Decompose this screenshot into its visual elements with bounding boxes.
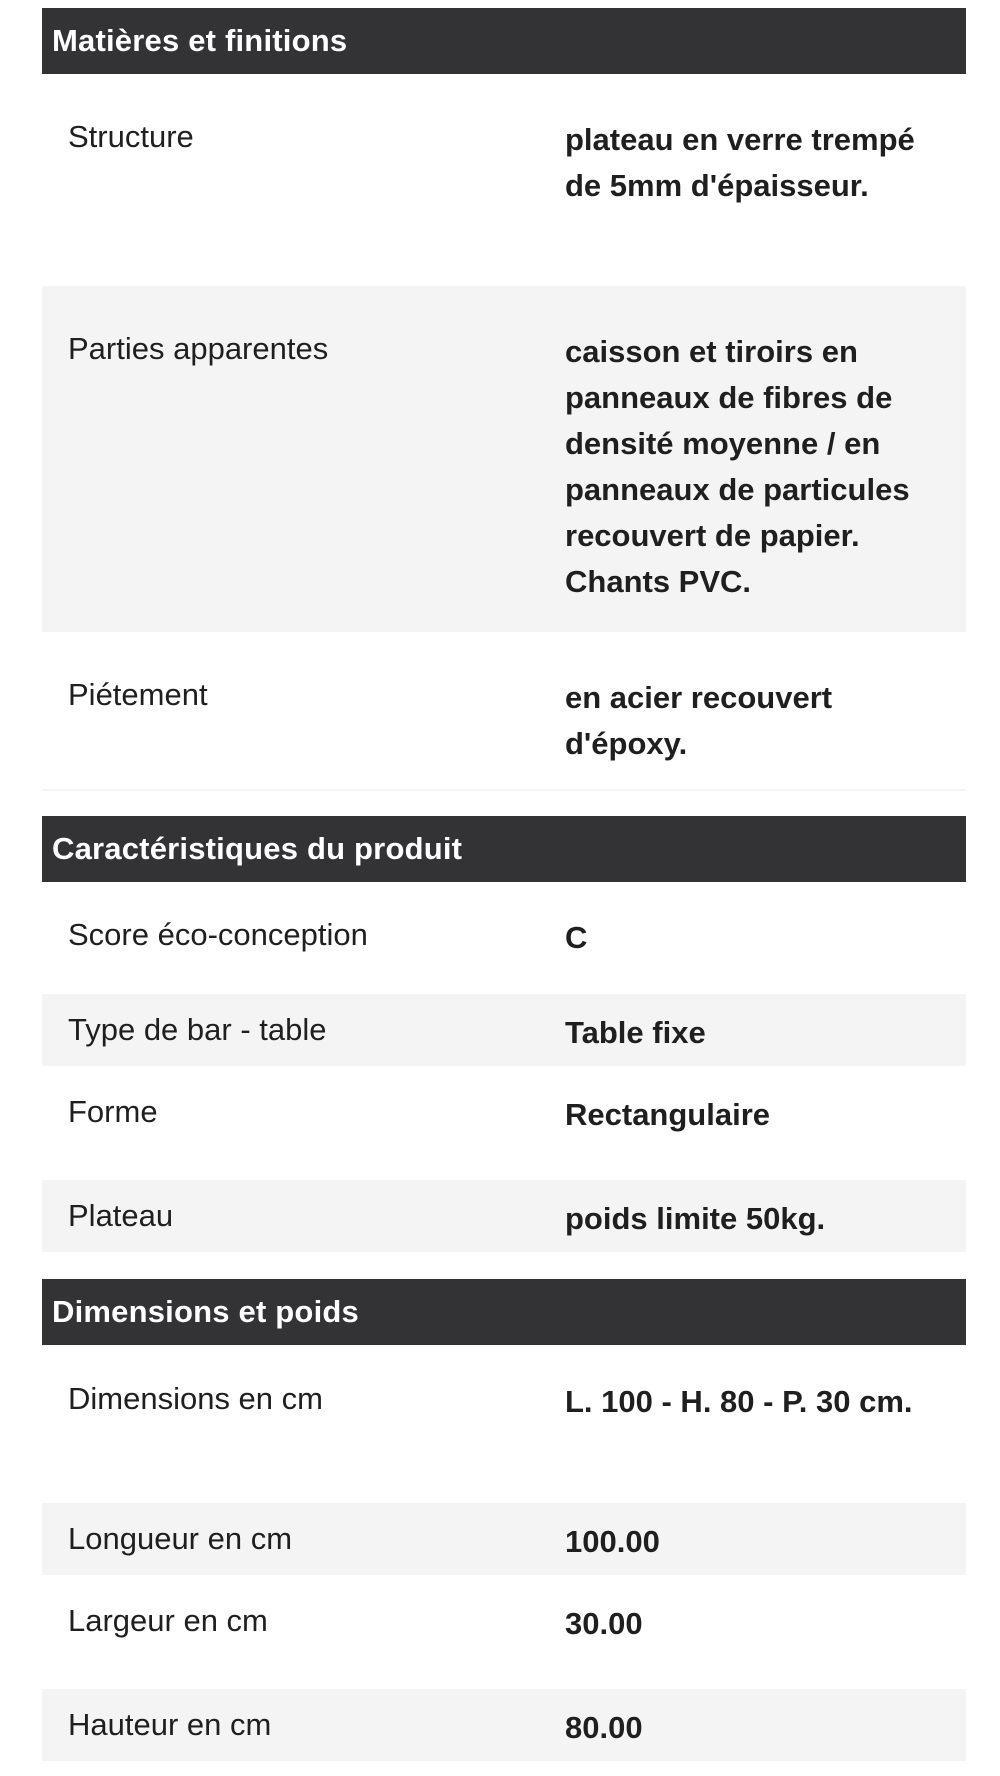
section-title: Matières et finitions [52,23,348,58]
spec-label: Largeur en cm [68,1603,268,1638]
spec-label: Structure [68,119,194,154]
spec-value: en acier recouvert d'époxy. [565,680,833,761]
section-header [42,1279,966,1345]
spec-row [42,286,966,632]
spec-row [42,882,966,994]
spec-row [42,1503,966,1575]
spec-label: Parties apparentes [68,331,329,366]
spec-row [42,1575,966,1689]
section-divider [42,789,966,791]
spec-section-characteristics [42,816,966,1252]
spec-label: Plateau [68,1198,174,1233]
section-title: Dimensions et poids [52,1294,359,1329]
section-header [42,816,966,882]
spec-section-materials [42,8,966,791]
spec-value: plateau en verre trempé de 5mm d'épaisseur. [565,122,915,203]
spec-row [42,1345,966,1503]
spec-label: Forme [68,1094,158,1129]
spec-label: Longueur en cm [68,1521,293,1556]
spec-value: Table fixe [565,1015,706,1050]
spec-value: 100.00 [565,1524,660,1559]
spec-row [42,1689,966,1761]
spec-value: L. 100 - H. 80 - P. 30 cm. [565,1384,913,1419]
spec-row [42,994,966,1066]
spec-value: Rectangulaire [565,1097,771,1132]
spec-section-dimensions [42,1279,966,1761]
spec-row [42,1066,966,1180]
spec-value: caisson et tiroirs en panneaux de fibres de densité moyenne / en panneaux de particules recouvert de papier. Chants PVC. [565,334,910,599]
spec-value: poids limite 50kg. [565,1201,826,1236]
spec-row [42,74,966,286]
section-header [42,8,966,74]
section-title: Caractéristiques du produit [52,831,463,866]
spec-label: Type de bar - table [68,1012,327,1047]
spec-value: C [565,920,588,955]
spec-value: 80.00 [565,1710,643,1745]
spec-value: 30.00 [565,1606,643,1641]
spec-label: Score éco-conception [68,917,368,952]
spec-label: Hauteur en cm [68,1707,272,1742]
spec-row [42,632,966,789]
spec-label: Dimensions en cm [68,1381,323,1416]
spec-row [42,1180,966,1252]
spec-label: Piétement [68,677,208,712]
